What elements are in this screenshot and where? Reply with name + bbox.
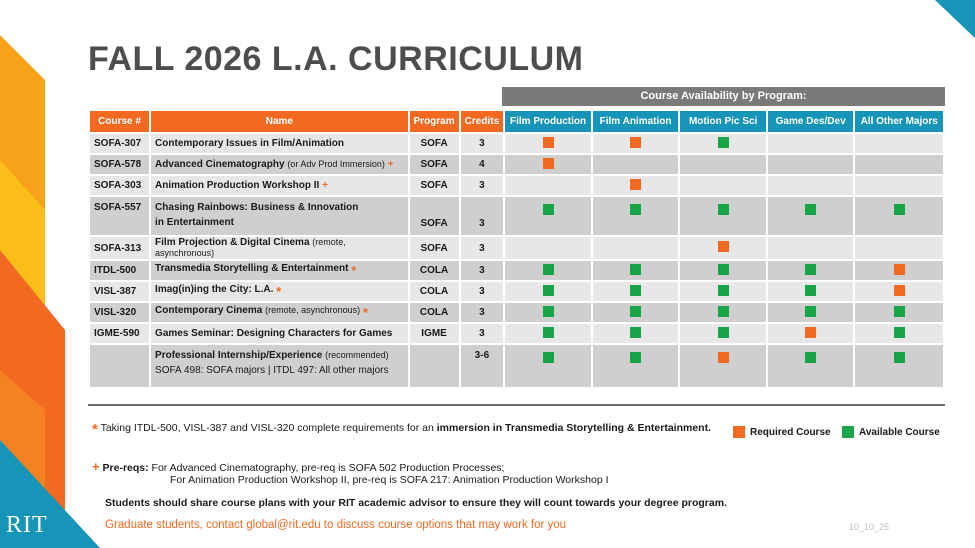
course-name [151,280,408,301]
course-name [151,343,408,387]
availability-cell [505,195,591,235]
top-right-decorative-shape [935,0,975,40]
table-row [90,280,943,301]
course-name-note: (remote, asynchronous) [155,237,346,258]
available-marker [718,137,729,148]
course-program: SOFA [410,174,459,195]
table-row [90,174,943,195]
availability-cell [855,174,943,195]
availability-cell [680,235,766,259]
available-marker [894,306,905,317]
course-name-text: Imag(in)ing the City: L.A. [155,284,274,295]
course-name-text: Contemporary Issues in Film/Animation [155,138,344,149]
availability-cell [768,343,854,387]
availability-cell [505,153,591,174]
course-number [90,343,149,387]
course-number: SOFA-578 [90,153,149,174]
availability-cell [505,280,591,301]
required-marker [543,137,554,148]
course-name-text: Chasing Rainbows: Business & Innovation [155,202,359,213]
course-program: SOFA [410,132,459,153]
course-program: IGME [410,322,459,343]
availability-cell [768,322,854,343]
course-program: SOFA [410,153,459,174]
course-name-line-2: in Entertainment [155,217,234,228]
availability-cell [768,132,854,153]
col-header-film-production: Film Production [505,111,591,132]
availability-cell [593,174,679,195]
available-marker [543,285,554,296]
graduate-note: Graduate students, contact global@rit.edu to discuss course options that may work for you [105,519,567,531]
course-credits: 4 [461,153,504,174]
availability-header: Course Availability by Program: [502,87,945,106]
course-name [151,153,408,174]
course-credits: 3 [461,322,504,343]
course-name [151,322,408,343]
available-marker [718,264,729,275]
course-name [151,195,408,235]
course-credits: 3 [461,195,504,235]
course-credits: 3-6 [461,343,504,387]
available-marker [543,327,554,338]
advisor-note: Students should share course plans with your RIT academic advisor to ensure they will count towards your degree program. [105,497,727,509]
col-header-course-num: Course # [90,111,149,132]
availability-cell [680,195,766,235]
date-stamp: 10_10_25 [849,522,890,532]
availability-cell [680,259,766,280]
course-name-line-2: SOFA 498: SOFA majors | ITDL 497: All other majors [155,365,389,376]
immersion-mark: * [351,263,357,278]
legend-available [842,426,940,438]
immersion-note-text: Taking ITDL-500, VISL-387 and VISL-320 complete requirements for an [100,422,437,434]
star-symbol: * [92,421,98,438]
course-credits: 3 [461,174,504,195]
availability-cell [855,195,943,235]
availability-cell [593,132,679,153]
course-credits: 3 [461,132,504,153]
course-number: ITDL-500 [90,259,149,280]
course-credits: 3 [461,235,504,259]
availability-cell [680,153,766,174]
availability-cell [855,301,943,322]
required-marker [718,241,729,252]
table-row [90,301,943,322]
course-name-text: Film Projection & Digital Cinema [155,237,310,248]
legend-required [733,426,831,438]
availability-cell [855,235,943,259]
availability-cell [505,322,591,343]
required-marker [630,137,641,148]
course-name-text: Transmedia Storytelling & Entertainment [155,263,349,274]
table-row [90,153,943,174]
course-name-note: (remote, asynchronous) [265,305,361,315]
plus-symbol: + [92,459,100,474]
course-name-text: Advanced Cinematography [155,159,285,170]
course-name [151,132,408,153]
required-swatch [733,426,745,438]
table-row [90,259,943,280]
prereq-label: Pre-reqs: [102,462,149,474]
availability-cell [593,301,679,322]
available-marker [630,306,641,317]
available-marker [630,352,641,363]
course-name-text: Professional Internship/Experience [155,350,323,361]
available-marker [718,306,729,317]
prereq-note [92,459,504,474]
course-number: SOFA-307 [90,132,149,153]
rit-logo: RIT [6,512,48,538]
curriculum-table [88,111,945,387]
course-name-note: (recommended) [325,350,389,360]
prereq-mark: + [322,180,328,191]
col-header-film-animation: Film Animation [593,111,679,132]
table-row [90,343,943,387]
available-marker [630,285,641,296]
available-marker [805,285,816,296]
availability-cell [593,259,679,280]
available-marker [630,327,641,338]
col-header-all-other-majors: All Other Majors [855,111,943,132]
available-marker [718,327,729,338]
course-name [151,301,408,322]
col-header-motion-pic-sci: Motion Pic Sci [680,111,766,132]
course-program: SOFA [410,235,459,259]
required-marker [805,327,816,338]
course-credits: 3 [461,259,504,280]
availability-cell [768,174,854,195]
availability-cell [680,280,766,301]
table-row [90,235,943,259]
table-row [90,195,943,235]
available-marker [894,327,905,338]
availability-cell [680,301,766,322]
available-marker [543,264,554,275]
availability-cell [855,132,943,153]
required-marker [543,158,554,169]
course-number: SOFA-557 [90,195,149,235]
immersion-mark: * [276,284,282,299]
availability-cell [505,301,591,322]
availability-cell [768,259,854,280]
availability-cell [855,153,943,174]
course-program [410,343,459,387]
availability-cell [680,174,766,195]
available-marker [718,285,729,296]
immersion-note-bold: immersion in Transmedia Storytelling & Entertainment. [436,422,711,434]
availability-cell [768,280,854,301]
page-title: FALL 2026 L.A. CURRICULUM [88,40,584,78]
course-program: COLA [410,259,459,280]
availability-cell [680,132,766,153]
required-marker [894,264,905,275]
availability-cell [505,343,591,387]
course-number: SOFA-303 [90,174,149,195]
availability-cell [680,322,766,343]
availability-cell [855,280,943,301]
course-name [151,174,408,195]
course-credits: 3 [461,280,504,301]
availability-cell [505,235,591,259]
required-marker [894,285,905,296]
course-number: SOFA-313 [90,235,149,259]
availability-cell [593,280,679,301]
available-marker [630,204,641,215]
availability-cell [768,235,854,259]
course-name [151,235,408,259]
course-name [151,259,408,280]
prereq-line-2: For Animation Production Workshop II, pre-req is SOFA 217: Animation Production Workshop I [170,474,609,486]
availability-cell [593,343,679,387]
immersion-mark: * [362,305,368,320]
prereq-mark: + [387,159,394,170]
course-name-text: Games Seminar: Designing Characters for Games [155,328,393,339]
available-marker [894,204,905,215]
availability-cell [855,259,943,280]
available-marker [805,264,816,275]
available-marker [805,306,816,317]
availability-cell [768,301,854,322]
availability-cell [855,343,943,387]
available-marker [543,352,554,363]
col-header-game-des-dev: Game Des/Dev [768,111,854,132]
available-marker [718,204,729,215]
available-marker [805,204,816,215]
availability-cell [593,153,679,174]
col-header-program: Program [410,111,459,132]
availability-cell [768,153,854,174]
availability-cell [593,322,679,343]
legend-available-label: Available Course [859,426,940,438]
course-program: COLA [410,301,459,322]
course-program: SOFA [410,195,459,235]
availability-cell [593,235,679,259]
available-marker [894,352,905,363]
required-marker [630,179,641,190]
availability-cell [593,195,679,235]
legend-required-label: Required Course [750,426,831,438]
course-name-text: Animation Production Workshop II [155,180,320,191]
availability-cell [855,322,943,343]
course-number: VISL-387 [90,280,149,301]
availability-cell [505,132,591,153]
table-bottom-rule [88,404,945,406]
col-header-name: Name [151,111,408,132]
availability-cell [505,174,591,195]
required-marker [718,352,729,363]
available-marker [630,264,641,275]
available-marker [543,306,554,317]
prereq-line-1: For Advanced Cinematography, pre-req is SOFA 502 Production Processes; [151,462,505,474]
immersion-note [92,421,732,438]
availability-cell [768,195,854,235]
table-row [90,132,943,153]
available-swatch [842,426,854,438]
table-row [90,322,943,343]
course-number: IGME-590 [90,322,149,343]
table-header-row [90,111,943,132]
available-marker [805,352,816,363]
course-credits: 3 [461,301,504,322]
course-name-text: Contemporary Cinema [155,305,263,316]
col-header-credits: Credits [461,111,504,132]
available-marker [543,204,554,215]
availability-cell [680,343,766,387]
availability-cell [505,259,591,280]
course-number: VISL-320 [90,301,149,322]
course-name-note: (or Adv Prod Immersion) [287,159,385,169]
course-program: COLA [410,280,459,301]
